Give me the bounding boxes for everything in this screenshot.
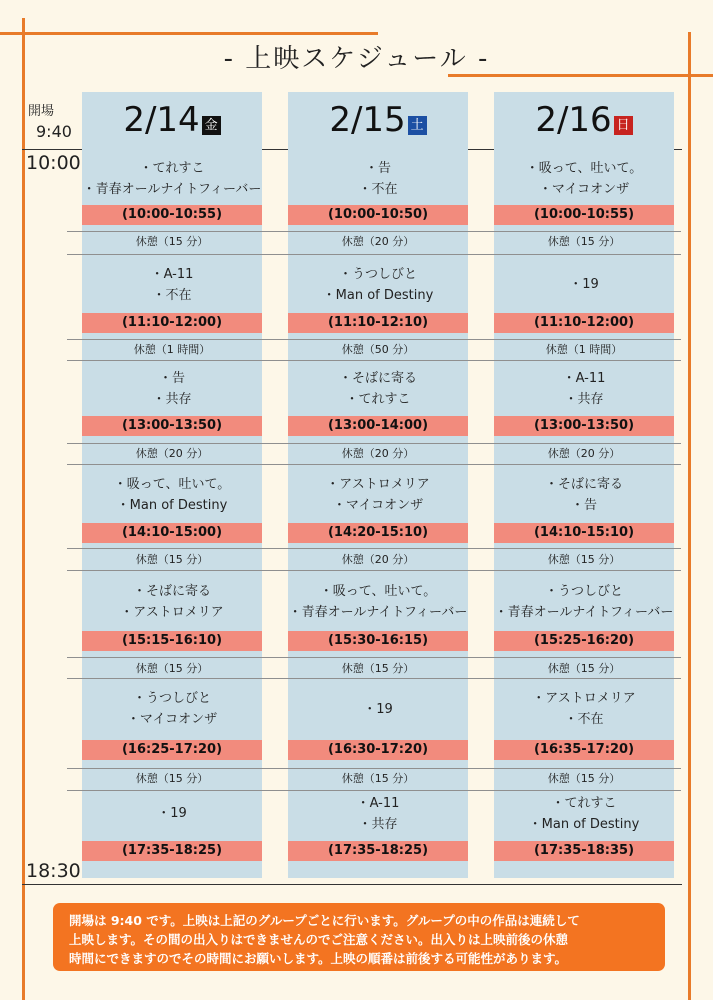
break-label: 休憩（15 分） [135,662,209,675]
showtime-band: (10:00-10:50) [288,205,468,225]
film-title: ・てれすこ [345,392,411,407]
film-title: ・アストロメリア [532,691,636,706]
day-date: 2/16 [535,100,612,140]
showtime-band: (17:35-18:25) [82,841,262,861]
film-title: ・吸って、吐いて。 [319,584,437,599]
showtime-band: (11:10-12:00) [494,313,674,333]
break-label: 休憩（20 分） [341,553,415,566]
frame-line-top-left [0,32,378,35]
showtime-band: (15:25-16:20) [494,631,674,651]
break-label: 休憩（50 分） [341,343,415,356]
film-title: ・吸って、吐いて。 [113,477,231,492]
day-date: 2/15 [329,100,406,140]
film-title: ・A-11 [562,371,606,386]
showtime-band: (17:35-18:25) [288,841,468,861]
break-separator [67,570,681,571]
showtime-band: (14:10-15:10) [494,523,674,543]
open-label: 開場 [28,104,55,119]
film-title: ・Man of Destiny [116,498,228,513]
film-title: ・Man of Destiny [322,288,434,303]
notice-line: 上映します。その間の出入りはできませんのでご注意ください。出入りは上映前後の休憩 [69,932,569,947]
film-title: ・そばに寄る [544,477,623,492]
break-label: 休憩（1 時間） [545,343,623,356]
film-title: ・Man of Destiny [528,817,640,832]
day-of-week-badge: 日 [614,116,633,135]
page-title: - 上映スケジュール - [223,44,490,74]
film-title: ・うつしびと [544,584,623,599]
notice-box [53,903,665,971]
break-label: 休憩（20 分） [135,447,209,460]
break-separator [67,678,681,679]
film-title: ・不在 [564,712,604,727]
day-of-week-badge: 金 [202,116,221,135]
film-title: ・19 [157,806,187,821]
break-label: 休憩（20 分） [341,235,415,248]
break-separator [67,464,681,465]
showtime-band: (17:35-18:35) [494,841,674,861]
frame-line-left [22,18,25,1000]
break-label: 休憩（15 分） [135,235,209,248]
break-separator [67,339,681,340]
day-of-week-badge: 土 [408,116,427,135]
break-label: 休憩（15 分） [547,772,621,785]
film-title: ・青春オールナイトフィーバー [288,605,468,620]
break-label: 休憩（15 分） [135,772,209,785]
break-label: 休憩（15 分） [547,662,621,675]
showtime-band: (13:00-14:00) [288,416,468,436]
notice-line: 時間にできますのでその時間にお願いします。上映の順番は前後する可能性があります。 [69,951,568,966]
showtime-band: (15:15-16:10) [82,631,262,651]
break-separator [67,360,681,361]
break-label: 休憩（15 分） [135,553,209,566]
start-time: 10:00 [26,152,81,174]
film-title: ・うつしびと [132,691,211,706]
film-title: ・告 [570,498,597,513]
film-title: ・19 [569,277,599,292]
film-title: ・アストロメリア [326,477,430,492]
film-title: ・不在 [358,182,398,197]
film-title: ・てれすこ [551,796,617,811]
showtime-band: (11:10-12:10) [288,313,468,333]
break-separator [67,790,681,791]
film-title: ・A-11 [150,267,194,282]
frame-line-right [688,32,691,1000]
day-date: 2/14 [123,100,200,140]
notice-line: 開場は 9:40 です。上映は上記のグループごとに行います。グループの中の作品は連続して [69,913,580,928]
break-separator [67,231,681,232]
day-header [494,92,674,148]
film-title: ・青春オールナイトフィーバー [494,605,674,620]
break-label: 休憩（20 分） [341,447,415,460]
showtime-band: (14:20-15:10) [288,523,468,543]
end-time: 18:30 [26,860,81,882]
showtime-band: (16:30-17:20) [288,740,468,760]
break-label: 休憩（1 時間） [133,343,211,356]
showtime-band: (15:30-16:15) [288,631,468,651]
showtime-band: (13:00-13:50) [494,416,674,436]
showtime-band: (11:10-12:00) [82,313,262,333]
film-title: ・A-11 [356,796,400,811]
film-title: ・アストロメリア [120,605,224,620]
film-title: ・うつしびと [338,267,417,282]
showtime-band: (10:00-10:55) [494,205,674,225]
film-title: ・青春オールナイトフィーバー [82,182,262,197]
break-label: 休憩（20 分） [547,447,621,460]
showtime-band: (10:00-10:55) [82,205,262,225]
showtime-band: (14:10-15:00) [82,523,262,543]
film-title: ・共存 [358,817,398,832]
axis-line-bottom [22,884,682,885]
showtime-band: (13:00-13:50) [82,416,262,436]
day-column [494,92,674,878]
film-title: ・そばに寄る [132,584,211,599]
film-title: ・てれすこ [139,161,205,176]
day-header [82,92,262,148]
film-title: ・マイコオンザ [538,182,630,197]
break-label: 休憩（15 分） [341,662,415,675]
showtime-band: (16:25-17:20) [82,740,262,760]
showtime-band: (16:35-17:20) [494,740,674,760]
film-title: ・不在 [152,288,192,303]
break-label: 休憩（15 分） [547,553,621,566]
break-separator [67,768,681,769]
break-separator [67,443,681,444]
film-title: ・共存 [152,392,192,407]
film-title: ・マイコオンザ [332,498,424,513]
day-column [288,92,468,878]
break-separator [67,254,681,255]
break-separator [67,548,681,549]
film-title: ・告 [158,371,185,386]
film-title: ・19 [363,702,393,717]
break-separator [67,657,681,658]
break-label: 休憩（15 分） [341,772,415,785]
break-label: 休憩（15 分） [547,235,621,248]
day-column [82,92,262,878]
film-title: ・吸って、吐いて。 [525,161,643,176]
day-header [288,92,468,148]
film-title: ・告 [364,161,391,176]
film-title: ・そばに寄る [338,371,417,386]
film-title: ・マイコオンザ [126,712,218,727]
film-title: ・共存 [564,392,604,407]
open-time: 9:40 [36,122,72,141]
